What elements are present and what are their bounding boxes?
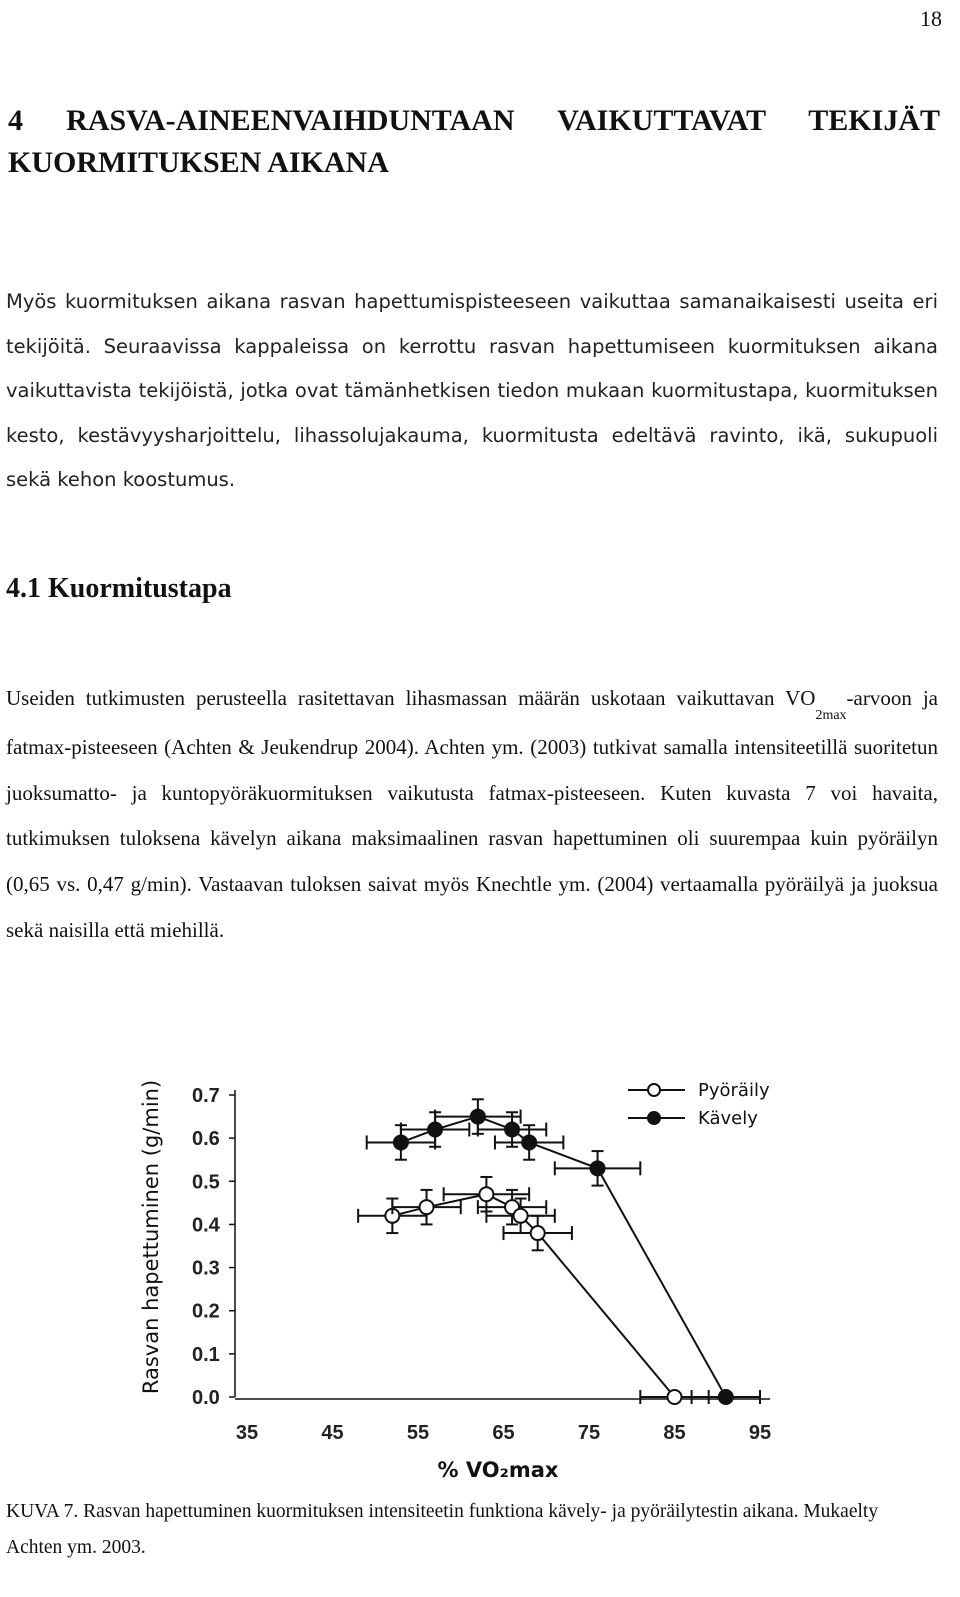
vo-main: VO <box>785 686 816 710</box>
series-line <box>392 1194 674 1397</box>
data-point <box>420 1200 434 1214</box>
data-point <box>591 1161 605 1175</box>
y-tick-label: 0.3 <box>192 1257 220 1280</box>
data-point <box>531 1226 545 1240</box>
legend-marker <box>648 1112 660 1124</box>
section-title: 4.1 Kuormitustapa <box>6 573 232 604</box>
series-pyoraily <box>358 1177 709 1404</box>
legend-marker <box>648 1084 660 1096</box>
vo-subscript: 2max <box>815 708 847 723</box>
chart-series <box>358 1099 760 1404</box>
legend-label: Kävely <box>698 1108 758 1129</box>
data-point <box>394 1135 408 1149</box>
data-point <box>505 1123 519 1137</box>
x-tick-label: 85 <box>663 1422 686 1444</box>
page-number: 18 <box>920 6 942 31</box>
y-tick-label: 0.0 <box>192 1387 220 1409</box>
x-tick-label: 55 <box>406 1422 430 1444</box>
vo2max-term <box>785 686 847 723</box>
data-point <box>514 1209 528 1223</box>
fat-oxidation-chart <box>130 1072 830 1487</box>
y-tick-label: 0.5 <box>192 1171 220 1194</box>
y-tick-label: 0.1 <box>192 1343 220 1366</box>
x-tick-label: 45 <box>321 1422 344 1444</box>
data-point <box>479 1187 493 1201</box>
data-point <box>471 1110 485 1124</box>
series-line <box>401 1117 726 1397</box>
series-kavely <box>367 1099 760 1404</box>
y-axis-title: Rasvan hapettuminen (g/min) <box>139 1079 163 1395</box>
y-tick-label: 0.7 <box>192 1085 220 1107</box>
figure-caption: KUVA 7. Rasvan hapettuminen kuormituksen intensiteetin funktiona kävely- ja pyöräilytestin aikana. Mukaelty Achten ym. 2003. <box>6 1501 879 1558</box>
x-tick-label: 65 <box>492 1422 515 1444</box>
x-axis-title: % VO₂max <box>437 1458 559 1482</box>
section-paragraph <box>6 676 938 954</box>
chapter-title: 4 RASVA-AINEENVAIHDUNTAAN VAIKUTTAVAT TEKIJÄT KUORMITUKSEN AIKANA <box>8 104 940 179</box>
x-tick-label: 35 <box>235 1422 259 1444</box>
data-point <box>522 1135 536 1149</box>
y-tick-label: 0.6 <box>192 1128 220 1151</box>
intro-paragraph: Myös kuormituksen aikana rasvan hapettumispisteeseen vaikuttaa samanaikaisesti useita eri tekijöitä. Seuraavissa kappaleissa on kerrottu rasvan hapettumiseen kuormituksen aikana vaikuttavista tekijöistä, jotka ovat tämänhetkisen tiedon mukaan kuormitustapa, kuormituksen kesto, kestävyysharjoittelu, lihassolujakauma, kuormitusta edeltävä ravinto, ikä, sukupuoli sekä kehon koostumus. <box>6 290 938 491</box>
chart-legend <box>628 1080 770 1129</box>
chart-axes <box>192 1085 771 1444</box>
y-tick-label: 0.4 <box>192 1214 220 1237</box>
data-point <box>668 1390 682 1404</box>
x-tick-label: 75 <box>577 1422 601 1444</box>
y-tick-label: 0.2 <box>192 1300 220 1323</box>
data-point <box>719 1390 733 1404</box>
paragraph-rest: -arvoon ja fatmax-pisteeseen (Achten & Jeukendrup 2004). Achten ym. (2003) tutkivat samalla intensiteetillä suoritetun juoksumatto- ja kuntopyöräkuormituksen vaikutusta fatmax-pisteeseen. Kuten kuvasta 7 voi havaita, tutkimuksen tuloksena kävelyn aikana maksimaalinen rasvan hapettuminen oli suurempaa kuin pyöräilyn (0,65 vs. 0,47 g/min). Vastaavan tuloksen saivat myös Knechtle ym. (2004) vertaamalla pyöräilyä ja juoksua sekä naisilla että miehillä. <box>6 686 938 942</box>
data-point <box>428 1123 442 1137</box>
paragraph-start: Useiden tutkimusten perusteella rasitettavan lihasmassan määrän uskotaan vaikuttavan <box>6 686 775 710</box>
x-tick-label: 95 <box>748 1422 772 1444</box>
legend-label: Pyöräily <box>698 1080 770 1101</box>
